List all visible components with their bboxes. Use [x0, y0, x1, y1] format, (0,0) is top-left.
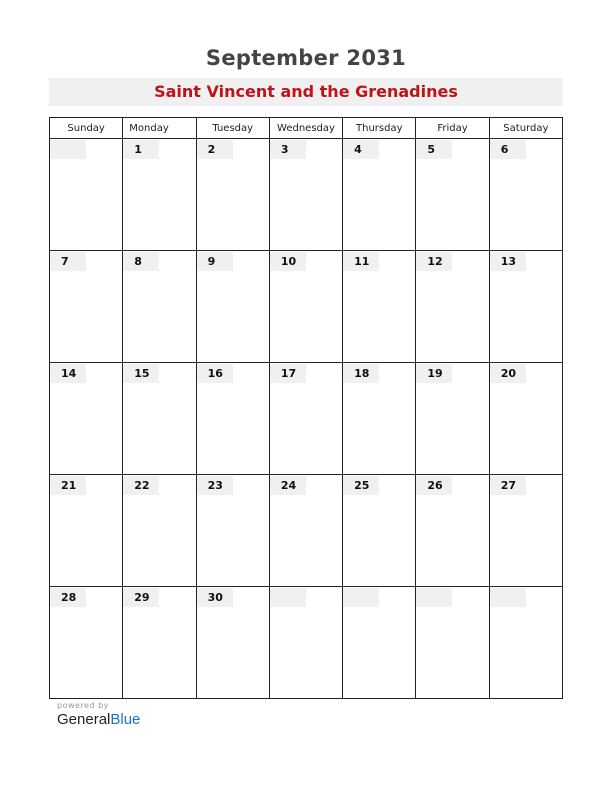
day-number: [343, 588, 379, 607]
day-number: 21: [50, 476, 86, 495]
powered-by-label: powered by: [57, 701, 109, 710]
day-number: 11: [343, 252, 379, 271]
week-row-1: [50, 139, 563, 251]
day-cell: [50, 251, 123, 363]
day-number: 30: [197, 588, 233, 607]
weekday-header-row: [50, 118, 563, 139]
day-number: 26: [416, 476, 452, 495]
day-number: 1: [123, 140, 159, 159]
day-cell: [196, 139, 269, 251]
weekday-thursday: Thursday: [343, 118, 416, 139]
day-number: 18: [343, 364, 379, 383]
week-row-3: [50, 363, 563, 475]
day-cell: [269, 587, 342, 699]
day-cell: [343, 475, 416, 587]
day-cell: [269, 475, 342, 587]
day-cell: [416, 475, 489, 587]
day-cell: [489, 587, 562, 699]
day-number: 4: [343, 140, 379, 159]
day-number: 17: [270, 364, 306, 383]
day-cell: [489, 139, 562, 251]
day-number: 15: [123, 364, 159, 383]
day-number: 6: [490, 140, 526, 159]
day-cell: [416, 587, 489, 699]
day-cell: [489, 363, 562, 475]
week-row-2: [50, 251, 563, 363]
weekday-monday: Monday: [123, 118, 196, 139]
week-row-4: [50, 475, 563, 587]
day-number: 19: [416, 364, 452, 383]
day-number: 27: [490, 476, 526, 495]
day-number: 7: [50, 252, 86, 271]
day-cell: [123, 587, 196, 699]
day-number: 16: [197, 364, 233, 383]
day-cell: [269, 139, 342, 251]
day-number: [50, 140, 86, 159]
day-number: 25: [343, 476, 379, 495]
day-cell: [196, 251, 269, 363]
day-number: 2: [197, 140, 233, 159]
day-cell: [343, 251, 416, 363]
day-cell: [123, 363, 196, 475]
day-cell: [343, 139, 416, 251]
day-cell: [416, 251, 489, 363]
weekday-friday: Friday: [416, 118, 489, 139]
day-number: 8: [123, 252, 159, 271]
day-cell: [50, 475, 123, 587]
day-number: 24: [270, 476, 306, 495]
day-cell: [343, 587, 416, 699]
day-number: 9: [197, 252, 233, 271]
day-number: 5: [416, 140, 452, 159]
weekday-sunday: Sunday: [50, 118, 123, 139]
day-cell: [196, 363, 269, 475]
page-title: September 2031: [205, 46, 407, 70]
weekday-tuesday: Tuesday: [196, 118, 269, 139]
weekday-saturday: Saturday: [489, 118, 562, 139]
footer-branding: [57, 701, 140, 728]
day-cell: [50, 587, 123, 699]
day-number: 14: [50, 364, 86, 383]
day-number: 22: [123, 476, 159, 495]
weekday-wednesday: Wednesday: [269, 118, 342, 139]
day-number: 29: [123, 588, 159, 607]
day-cell: [50, 363, 123, 475]
day-number: 12: [416, 252, 452, 271]
day-cell: [269, 251, 342, 363]
day-cell: [489, 475, 562, 587]
day-number: 20: [490, 364, 526, 383]
country-subtitle: Saint Vincent and the Grenadines: [49, 78, 563, 106]
day-cell: [196, 587, 269, 699]
calendar-grid: [49, 117, 563, 699]
day-cell: [489, 251, 562, 363]
day-cell: [416, 363, 489, 475]
day-cell: [196, 475, 269, 587]
day-cell: [123, 475, 196, 587]
day-number: [270, 588, 306, 607]
day-cell: [123, 251, 196, 363]
day-number: 10: [270, 252, 306, 271]
day-cell: [123, 139, 196, 251]
day-cell: [343, 363, 416, 475]
day-number: 28: [50, 588, 86, 607]
brand-name-part1: General: [57, 711, 111, 728]
day-cell: [269, 363, 342, 475]
day-number: 3: [270, 140, 306, 159]
day-cell: [416, 139, 489, 251]
day-number: 23: [197, 476, 233, 495]
day-number: [490, 588, 526, 607]
brand-name-part2: Blue: [110, 711, 141, 728]
day-number: 13: [490, 252, 526, 271]
brand-logo[interactable]: [57, 711, 140, 728]
week-row-5: [50, 587, 563, 699]
day-number: [416, 588, 452, 607]
day-cell: [50, 139, 123, 251]
